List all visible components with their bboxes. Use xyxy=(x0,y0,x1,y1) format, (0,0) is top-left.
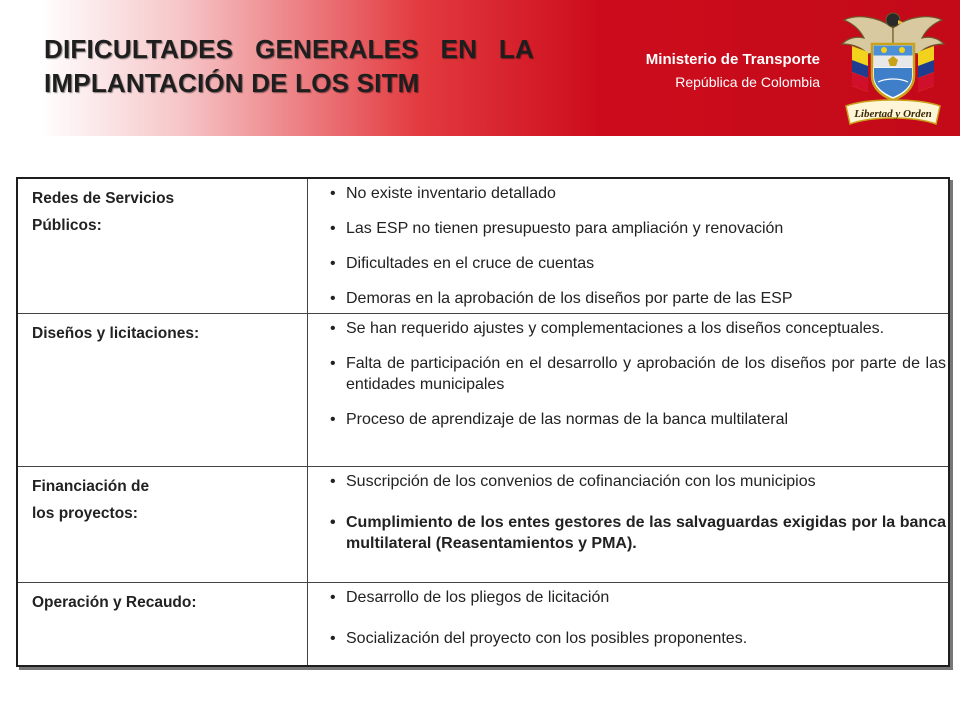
country-name: República de Colombia xyxy=(675,74,820,90)
crest-motto: Libertad y Orden xyxy=(854,108,932,120)
list-item: • Proceso de aprendizaje de las normas de la banca multilateral xyxy=(322,409,948,430)
category-label: Redes de Servicios xyxy=(32,190,175,207)
list-item: • Cumplimiento de los entes gestores de las salvaguardas exigidas por la banca multilateral (Reasentamientos y PMA). xyxy=(322,512,948,554)
category-label: Diseños y licitaciones: xyxy=(32,324,200,342)
category-label: Públicos: xyxy=(32,217,102,234)
list-item: • Falta de participación en el desarrollo y aprobación de los diseños por parte de las entidades municipales xyxy=(322,353,948,395)
slide-title-line-2: IMPLANTACIÓN DE LOS SITM xyxy=(44,68,420,98)
header-banner xyxy=(0,0,960,136)
list-item: • Desarrollo de los pliegos de licitación xyxy=(322,587,948,608)
title-word: EN xyxy=(440,34,478,64)
items-cell xyxy=(308,178,950,313)
category-label: Operación y Recaudo: xyxy=(32,593,197,611)
list-item: • Las ESP no tienen presupuesto para ampliación y renovación xyxy=(322,218,948,239)
table-row xyxy=(17,582,949,666)
title-word: GENERALES xyxy=(255,34,419,64)
slide-title xyxy=(44,32,534,100)
bullet-list xyxy=(322,471,948,554)
ministry-name: Ministerio de Transporte xyxy=(645,51,820,68)
difficulties-table xyxy=(16,177,950,667)
slide-title-line-1 xyxy=(44,32,534,66)
category-cell xyxy=(17,582,308,666)
category-cell xyxy=(17,466,308,582)
items-cell xyxy=(308,313,950,466)
list-item: • Suscripción de los convenios de cofinanciación con los municipios xyxy=(322,471,948,492)
title-word: DIFICULTADES xyxy=(44,34,234,64)
bullet-list xyxy=(322,318,948,430)
table-row xyxy=(17,313,949,466)
list-item: • No existe inventario detallado xyxy=(322,183,948,204)
list-item: • Demoras en la aprobación de los diseños por parte de las ESP xyxy=(322,288,948,309)
list-item: • Dificultades en el cruce de cuentas xyxy=(322,253,948,274)
title-word: LA xyxy=(498,34,534,64)
items-cell xyxy=(308,582,950,666)
items-cell xyxy=(308,466,950,582)
category-label: Financiación de xyxy=(32,477,150,495)
category-label: los proyectos: xyxy=(32,504,138,522)
coat-of-arms-icon xyxy=(838,6,948,132)
bullet-list xyxy=(322,587,948,649)
list-item: • Socialización del proyecto con los posibles proponentes. xyxy=(322,628,948,649)
ministry-block xyxy=(646,50,820,92)
bullet-list xyxy=(322,183,948,309)
list-item: • Se han requerido ajustes y complementaciones a los diseños conceptuales. xyxy=(322,318,948,339)
table-row xyxy=(17,466,949,582)
table-row xyxy=(17,178,949,313)
category-cell xyxy=(17,178,308,313)
category-cell xyxy=(17,313,308,466)
